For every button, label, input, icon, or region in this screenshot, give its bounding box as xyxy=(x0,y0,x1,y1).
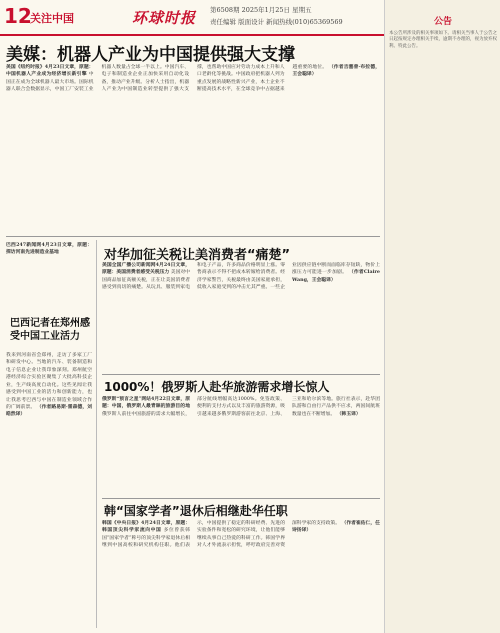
article-5-text: 多位曾获韩国“国家学者”称号的顶尖科学家退休后相继到中国高校和研究机构任职。他们表示，中国提供了稳定的科研经费、先进的实验条件和宽松的研究环境，让他们能够继续从事自己热爱的科研工作。韩国学界对人才外流表示担忧，呼吁政府完善对资深科学家的支持政策。 xyxy=(102,521,341,549)
article-5-headline: 韩“国家学者”退休后相继赴华任职 xyxy=(104,504,288,518)
article-3-lead: 美国全国广播公司新闻网4月24日文章，原题：美国消费者感受关税压力 xyxy=(102,262,190,276)
article-2-body xyxy=(6,352,92,628)
article-4-source: （韩玉译） xyxy=(336,410,361,417)
divider xyxy=(102,498,380,499)
divider xyxy=(6,236,380,237)
divider xyxy=(102,374,380,375)
article-2-text: 我来到河南省会郑州，走访了多家工厂和研发中心。当地的汽车、装备制造和电子信息企业让我印象深刻。郑州航空港经济综合实验区聚集了大批高科技企业，生产线高度自动化。这些见闻让我感受到中国工业的活力和创新能力，也让我思考巴西与中国在制造业领域合作的广阔前景。 xyxy=(6,353,92,410)
article-1-headline: 美媒：机器人产业为中国提供强大支撑 xyxy=(6,45,295,65)
column-divider xyxy=(96,240,97,628)
article-5-source: （作者崔佑仁，任诗扬译） xyxy=(292,520,380,534)
article-1-text: 中国正在成为全球机器人最大市场。国际机器人联合会数据显示，中国工厂安装工业机器人数量占全球一半以上。中国汽车、电子和制造业企业正加快采用自动化设备，推动产业升级。分析人士指出，机器人产业为中国制造业转型提供了强大支撑，也帮助中国应对劳动力成本上升和人口老龄化等挑战。中国政府把机器人列为重点发展的战略性新兴产业，本土企业不断提高技术水平，在全球竞争中占据越来越重要的地位。 xyxy=(6,65,328,93)
article-3-text: 美国对中国商品加征高额关税，正在让美国消费者感受到真切的痛楚。从玩具、服装到家电和电子产品，许多商品价格明显上涨。零售商表示不得不把成本转嫁给消费者。经济学家警告，关税最终由美国家庭承担，低收入家庭受到的冲击尤其严重。一些企业因供应链中断而面临库存短缺，物价上涨压力可能进一步加剧。 xyxy=(102,263,380,291)
newspaper-logo: 环球时报 xyxy=(132,9,197,27)
page-number: 12 xyxy=(4,4,32,28)
article-5-lead: 韩国《中央日报》4月24日文章，原题：韩国顶尖科学家流向中国 xyxy=(102,520,190,534)
editor-info: 责任编辑 版面设计 新闻热线(010)65369569 xyxy=(210,18,343,26)
notice-column xyxy=(384,0,500,633)
article-3-source: （作者Claire Wang，王会聪译） xyxy=(292,269,380,283)
article-4-headline: 1000%！俄罗斯人赴华旅游需求增长惊人 xyxy=(104,380,330,394)
article-2-lead-box xyxy=(6,242,92,312)
article-1-lead: 美国《纽约时报》4月23日文章，原题：中国机器人产业成为经济增长新引擎 xyxy=(6,64,94,78)
article-4-body xyxy=(102,396,380,494)
article-3-headline: 对华加征关税让美消费者“痛楚” xyxy=(104,248,291,263)
article-3-body xyxy=(102,262,380,370)
article-2-source: （作者路易斯·雷森德，刘皓然译） xyxy=(6,403,92,418)
issue-info: 第6508期 2025年1月25日 星期五 xyxy=(210,6,312,14)
article-1-body xyxy=(6,64,380,232)
article-4-text: 俄罗斯人前往中国旅游的需求大幅增长，部分航线增幅高达1000%。免签政策、便利的支付方式以及丰富的旅游资源，吸引越来越多俄罗斯游客前往北京、上海、三亚和哈尔滨等地。旅行社表示，赴华团队游和自由行产品供不应求，两国间航班数量也在不断增加。 xyxy=(102,397,380,417)
section-title: 关注中国 xyxy=(30,12,74,25)
article-4-lead: 俄罗斯“预言之星”网站4月22日文章，原题：中国，俄罗斯人最青睐的旅游目的地 xyxy=(102,396,190,410)
notice-title: 公告 xyxy=(433,17,452,27)
article-1-source: （作者吉塞普·布拉德，王会聪译） xyxy=(292,64,380,78)
article-2-lead: 巴西247新闻网4月23日文章，原题：探访河南先进制造业基地 xyxy=(6,242,92,256)
notice-text: 本公告所涉及的相关事项如下。请相关当事人于公告之日起按规定办理相关手续，逾期不办理的，视为放弃权利。特此公告。 xyxy=(389,31,497,49)
article-2-headline: 巴西记者在郑州感受中国工业活力 xyxy=(10,318,90,342)
article-5-body xyxy=(102,520,380,628)
